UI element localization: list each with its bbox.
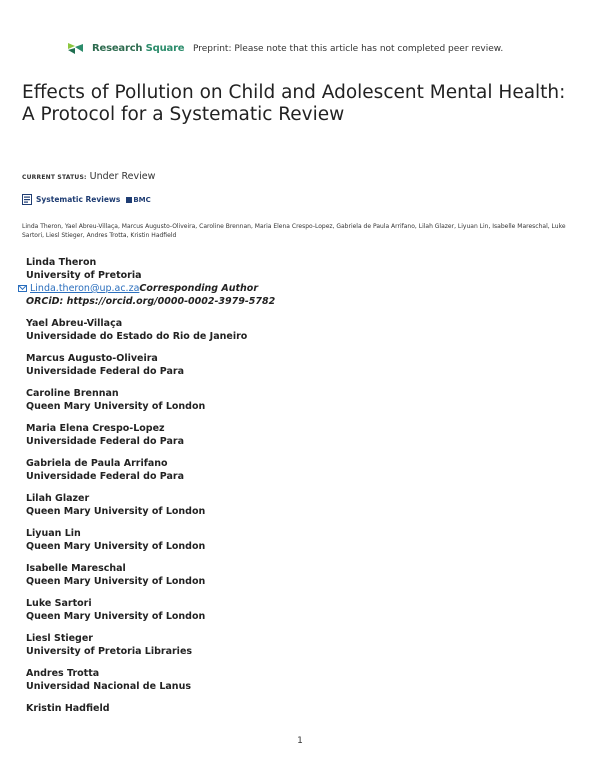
- email-icon: [18, 285, 27, 292]
- journal-icon: [22, 194, 32, 205]
- status-label: CURRENT STATUS:: [22, 174, 87, 181]
- author-list: Linda Theron, Yael Abreu-Villaça, Marcus Augusto-Oliveira, Caroline Brennan, Maria Elena Crespo-Lopez, Gabriela de Paula Arrifano, Lilah Glazer, Liyuan Lin, Isabelle Mareschal, Luke Sartori, Liesl Stieger, Andres Trotta, Kristin Hadfield: [22, 223, 566, 239]
- logo-text: Research Square: [92, 42, 185, 54]
- author-name: Lilah Glazer: [26, 493, 90, 504]
- author-name: Liesl Stieger: [26, 633, 93, 644]
- author-name: Luke Sartori: [26, 598, 92, 609]
- author-name: Liyuan Lin: [26, 528, 81, 539]
- current-status: [22, 171, 155, 182]
- status-value: Under Review: [89, 171, 156, 182]
- author-affiliation: Queen Mary University of London: [26, 576, 206, 587]
- author-affiliation: Queen Mary University of London: [26, 541, 206, 552]
- author-entry: [26, 702, 275, 715]
- author-entry: [26, 422, 275, 448]
- author-affiliation: Universidad Nacional de Lanus: [26, 681, 191, 692]
- author-affiliation: University of Pretoria Libraries: [26, 646, 193, 657]
- author-entry: [26, 667, 275, 693]
- publisher-badge: BMC: [126, 196, 150, 204]
- author-affiliation: Universidade Federal do Para: [26, 366, 185, 377]
- author-name: Maria Elena Crespo-Lopez: [26, 423, 165, 434]
- author-entry: [26, 597, 275, 623]
- author-affiliation: Universidade Federal do Para: [26, 436, 185, 447]
- author-name: Caroline Brennan: [26, 388, 119, 399]
- author-affiliation: University of Pretoria: [26, 270, 142, 281]
- article-title: Effects of Pollution on Child and Adolescent Mental Health: A Protocol for a Systematic Review: [22, 82, 566, 125]
- author-entry: [26, 317, 275, 343]
- preprint-note: Preprint: Please note that this article has not completed peer review.: [193, 44, 504, 54]
- orcid-link[interactable]: ORCiD: https://orcid.org/0000-0002-3979-5782: [26, 296, 276, 307]
- author-email-link[interactable]: Linda.theron@up.ac.za: [30, 283, 140, 294]
- author-affiliation: Queen Mary University of London: [26, 611, 206, 622]
- research-square-icon: [66, 41, 88, 55]
- author-entry: [26, 562, 275, 588]
- author-name: Andres Trotta: [26, 668, 100, 679]
- author-affiliation: Queen Mary University of London: [26, 506, 206, 517]
- page-number: 1: [297, 736, 303, 746]
- bmc-icon: [126, 197, 132, 203]
- author-affiliation: Queen Mary University of London: [26, 401, 206, 412]
- author-name: Marcus Augusto-Oliveira: [26, 353, 158, 364]
- author-entry-first: [26, 256, 275, 308]
- journal-name: Systematic Reviews: [36, 195, 121, 204]
- author-entry: [26, 492, 275, 518]
- author-entry: [26, 352, 275, 378]
- author-name: Yael Abreu-Villaça: [26, 318, 123, 329]
- author-affiliation: Universidade do Estado do Rio de Janeiro: [26, 331, 248, 342]
- author-affiliation: Universidade Federal do Para: [26, 471, 185, 482]
- author-name: Isabelle Mareschal: [26, 563, 126, 574]
- author-entry: [26, 387, 275, 413]
- author-affiliations: [26, 256, 275, 724]
- corresponding-author-label: Corresponding Author: [139, 283, 259, 294]
- author-entry: [26, 457, 275, 483]
- author-entry: [26, 632, 275, 658]
- author-entry: [26, 527, 275, 553]
- author-name: Gabriela de Paula Arrifano: [26, 458, 168, 469]
- author-name: Linda Theron: [26, 257, 97, 268]
- research-square-logo[interactable]: [66, 41, 184, 55]
- journal-line: [22, 194, 151, 205]
- author-name: Kristin Hadfield: [26, 703, 110, 714]
